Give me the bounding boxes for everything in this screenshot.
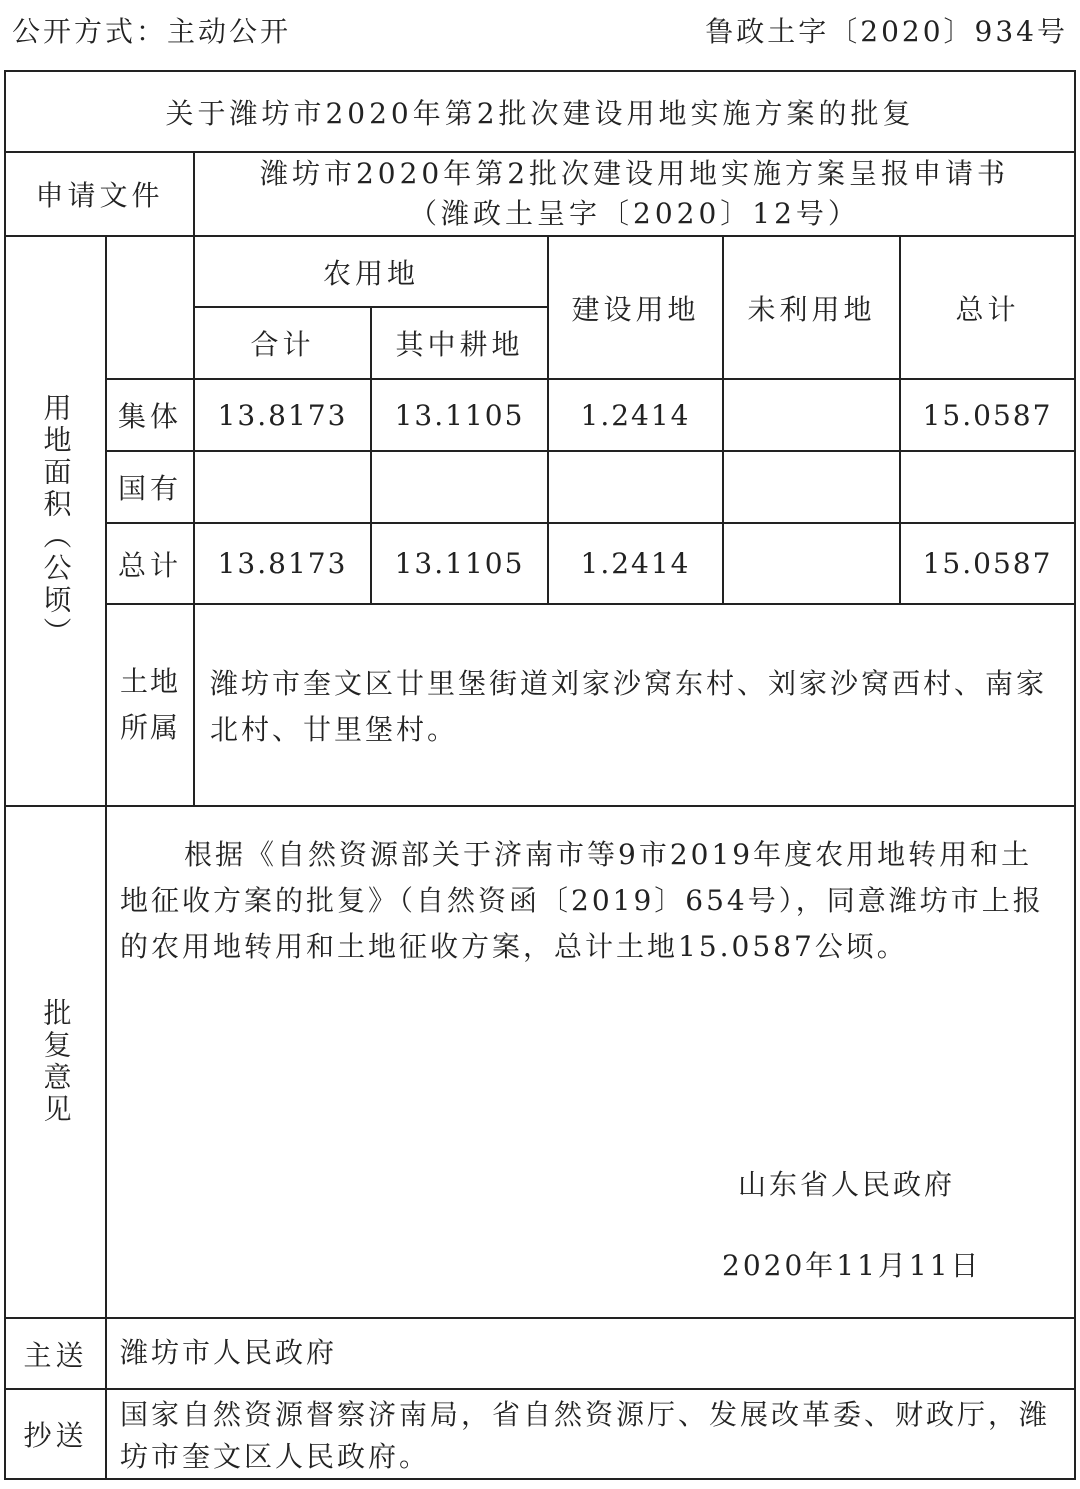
cell-collective-subtotal: 13.8173 [217, 398, 348, 432]
approval-line-3: 的农用地转用和土地征收方案，总计土地15.0587公顷。 [120, 930, 908, 963]
cc-label: 抄送 [23, 1419, 88, 1452]
ownership-label [107, 605, 193, 805]
issue-date: 2020年11月11日 [722, 1249, 982, 1282]
issuer: 山东省人民政府 [738, 1168, 956, 1201]
header-construction: 建设用地 [571, 292, 700, 326]
land-area-label [6, 237, 105, 805]
row-label-state: 国有 [117, 472, 182, 505]
application-line-2: （潍政土呈字〔2020〕12号） [409, 197, 860, 230]
disclosure-method: 公开方式：主动公开 [12, 15, 292, 48]
main-recipient-label: 主送 [23, 1338, 88, 1372]
cell-collective-unused [724, 380, 899, 450]
approval-label-text: 批复意见 [39, 998, 73, 1126]
header-total: 总计 [955, 292, 1020, 326]
cell-state-arable [372, 452, 547, 522]
header-arable: 其中耕地 [395, 328, 524, 361]
cell-total-unused [724, 524, 899, 603]
cell-collective-construction: 1.2414 [580, 398, 691, 432]
ownership-value [210, 661, 1070, 753]
cc-line-1: 国家自然资源督察济南局，省自然资源厅、发展改革委、财政厅，潍 [120, 1398, 1051, 1431]
cell-state-construction [549, 452, 722, 522]
cell-total-construction: 1.2414 [580, 547, 691, 580]
application-document [195, 153, 1074, 235]
header-agricultural: 农用地 [322, 256, 419, 290]
document-number: 鲁政土字〔2020〕934号 [705, 15, 1068, 48]
cell-state-total [901, 452, 1074, 522]
cell-state-unused [724, 452, 899, 522]
cc-line-2: 坊市奎文区人民政府。 [120, 1440, 431, 1473]
ownership-label-text: 土地所属 [120, 665, 181, 744]
cell-collective-total: 15.0587 [922, 398, 1053, 432]
cell-total-total: 15.0587 [922, 547, 1053, 580]
approval-label [6, 807, 105, 1317]
header-subtotal: 合计 [250, 328, 315, 361]
header-unused: 未利用地 [747, 292, 876, 326]
ownership-line-2: 北村、廿里堡村。 [210, 713, 459, 746]
cell-collective-arable: 13.1105 [394, 398, 525, 432]
cell-total-arable: 13.1105 [394, 547, 525, 580]
application-label: 申请文件 [35, 179, 164, 212]
land-area-label-text: 用地面积（公顷） [39, 393, 73, 649]
ownership-line-1: 潍坊市奎文区廿里堡街道刘家沙窝东村、刘家沙窝西村、南家 [210, 667, 1048, 700]
cc-value [120, 1394, 1070, 1478]
cell-state-subtotal [195, 452, 370, 522]
row-label-collective: 集体 [117, 400, 182, 433]
main-recipient-value: 潍坊市人民政府 [120, 1336, 338, 1369]
approval-text [120, 832, 1070, 970]
approval-line-1: 根据《自然资源部关于济南市等9市2019年度农用地转用和土 [184, 838, 1033, 871]
cell-total-subtotal: 13.8173 [217, 547, 348, 580]
document-title: 关于潍坊市2020年第2批次建设用地实施方案的批复 [165, 96, 915, 130]
application-line-1: 潍坊市2020年第2批次建设用地实施方案呈报申请书 [259, 157, 1010, 190]
approval-line-2: 地征收方案的批复》（自然资函〔2019〕654号），同意潍坊市上报 [120, 884, 1044, 917]
row-label-total: 总计 [117, 548, 182, 582]
